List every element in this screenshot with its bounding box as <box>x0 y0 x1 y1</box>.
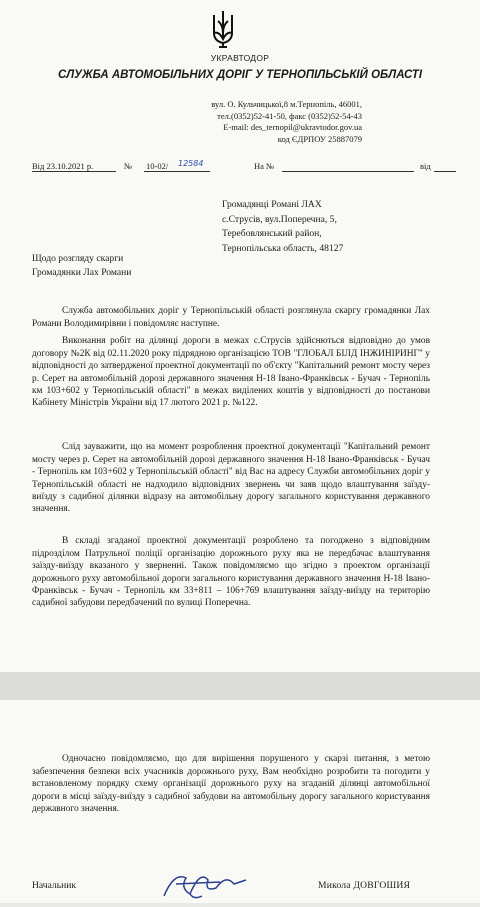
incoming-date-underline <box>434 171 456 172</box>
signer-title: Начальник <box>32 880 77 891</box>
addressee-name: Громадянці Романі ЛАХ <box>222 199 322 210</box>
subject-line: Щодо розгляду скарги <box>32 253 124 264</box>
outgoing-date: Від 23.10.2021 р. <box>32 161 94 171</box>
body-paragraph: Слід зауважити, що на момент розроблення проектної документації "Капітальний ремонт мосту через р. Серет на автомобільній дорозі державного значення Н-18 Івано-Франківськ - Бучач - Тернопіль км 103+602 у Тернопільській області" від Вас на адресу Служби автомобільних доріг у Тернопільській області не надходило відповідних звернень чи заяв щодо влаштування заїзду-виїзду з садибної ділянки відразу на автомобільну дорогу загального користування державного значення. <box>32 442 430 515</box>
incoming-number-underline <box>282 171 414 172</box>
contact-phone: тел.(0352)52-41-50, факс (0352)52-54-43 <box>217 110 362 121</box>
body-paragraph: В складі згаданої проектної документації розроблено та погоджено з відповідним підрозділом Патрульної поліції організацію дорожнього руху яка не передбачає влаштування заїзду-виїзду вказаного у зверненні. Також повідомляємо що згідно з проектом організації дорожнього руху автомобільної дороги загального користування державного значення Н-18 Івано-Франківськ - Бучач - Тернопіль км 33+811 – 106+769 влаштування заїзду-виїзду на територію садибної забудови передбачений по вулиці Поперечна. <box>32 536 430 609</box>
date-underline <box>32 171 116 172</box>
addressee-region: Тернопільська область, 48127 <box>222 242 344 254</box>
addressee-block <box>222 198 343 256</box>
addressee-street: с.Струсів, вул.Поперечна, 5, <box>222 213 337 225</box>
contact-address: вул. О. Кульчицької,8 м.Тернопіль, 46001, <box>211 99 362 109</box>
incoming-number-label: На № <box>254 161 275 171</box>
outgoing-number: 10-02/ <box>146 161 169 171</box>
agency-contacts <box>122 99 362 145</box>
body-paragraph: Служба автомобільних доріг у Тернопільській області розглянула скаргу громадянки Лах Романи Володимирівни і повідомляє наступне. <box>32 306 430 329</box>
body-paragraph: Одночасно повідомляємо, що для вирішення порушеного у скарзі питання, з метою забезпечення безпеки всіх учасників дорожнього руху, Вам необхідно розробити та погодити у встановленому порядку схему організації дорожнього руху на згаданій ділянці автомобільної дороги в місці заїзду-виїзду з садибної забудови на автомобільну дорогу загального користування державного значення. <box>32 754 430 815</box>
contact-email: E-mail: des_ternopil@ukravtodor.gov.ua <box>223 122 362 132</box>
coat-of-arms-icon <box>208 9 238 54</box>
agency-full-name: СЛУЖБА АВТОМОБІЛЬНИХ ДОРІГ У ТЕРНОПІЛЬСЬКІЙ ОБЛАСТІ <box>57 69 423 81</box>
subject-block <box>32 252 131 280</box>
addressee-district: Теребовлянський район, <box>222 228 322 239</box>
contact-code: код ЄДРПОУ 25887079 <box>277 133 362 144</box>
number-underline <box>144 171 210 172</box>
signer-name: Микола ДОВГОШИЯ <box>318 880 411 891</box>
outgoing-number-label: № <box>124 161 133 171</box>
incoming-date-label: від <box>420 161 431 171</box>
handwritten-number: 12584 <box>178 159 204 168</box>
body-paragraph: Виконання робіт на ділянці дороги в межах с.Струсів здійснються відповідно до умов договору №2К від 02.11.2020 року підрядною організацією ТОВ "ГЛОБАЛ БІЛД ІНЖИНІРИНГ" у відповідності до затвердженої проектної документації по об'єкту "Капітальний ремонт мосту через р. Серет на автомобільній дорозі державного значення Н-18 Івано-Франківськ - Бучач - Тернопіль км 103+602 у Тернопільській області" в межах виділених коштів у відповідності до постанови Кабінету Міністрів України від 17 лютого 2021 р. №122. <box>32 336 430 409</box>
page-gap <box>0 672 480 700</box>
subject-person: Громадянки Лах Романи <box>32 267 132 278</box>
agency-short-name: УКРАВТОДОР <box>210 53 270 63</box>
signature-icon <box>160 866 250 907</box>
